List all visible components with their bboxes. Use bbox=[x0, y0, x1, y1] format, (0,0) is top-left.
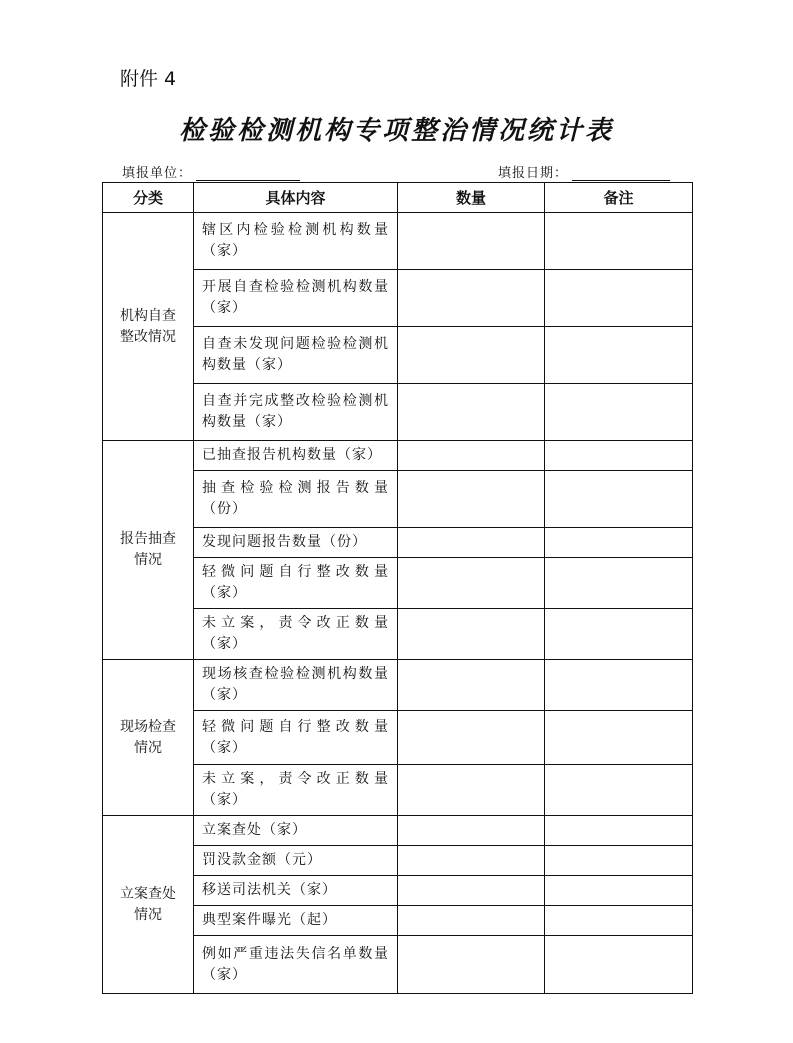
quantity-cell[interactable] bbox=[398, 609, 545, 660]
item-cell: 未立案，责令改正数量（家） bbox=[194, 609, 398, 660]
category-cell: 报告抽查情况 bbox=[103, 441, 194, 660]
remark-cell[interactable] bbox=[545, 816, 693, 846]
column-header: 备注 bbox=[545, 183, 693, 213]
quantity-cell[interactable] bbox=[398, 846, 545, 876]
remark-cell[interactable] bbox=[545, 384, 693, 441]
quantity-cell[interactable] bbox=[398, 327, 545, 384]
column-header: 具体内容 bbox=[194, 183, 398, 213]
quantity-cell[interactable] bbox=[398, 441, 545, 471]
remark-cell[interactable] bbox=[545, 471, 693, 528]
quantity-cell[interactable] bbox=[398, 936, 545, 994]
table-row bbox=[103, 660, 693, 711]
quantity-cell[interactable] bbox=[398, 558, 545, 609]
remark-cell[interactable] bbox=[545, 270, 693, 327]
quantity-cell[interactable] bbox=[398, 765, 545, 816]
item-cell: 发现问题报告数量（份） bbox=[194, 528, 398, 558]
remark-cell[interactable] bbox=[545, 876, 693, 906]
quantity-cell[interactable] bbox=[398, 876, 545, 906]
quantity-cell[interactable] bbox=[398, 213, 545, 270]
category-cell: 机构自查整改情况 bbox=[103, 213, 194, 441]
remark-cell[interactable] bbox=[545, 558, 693, 609]
item-cell: 抽查检验检测报告数量（份） bbox=[194, 471, 398, 528]
item-cell: 自查并完成整改检验检测机构数量（家） bbox=[194, 384, 398, 441]
item-cell: 辖区内检验检测机构数量（家） bbox=[194, 213, 398, 270]
remark-cell[interactable] bbox=[545, 327, 693, 384]
remark-cell[interactable] bbox=[545, 765, 693, 816]
quantity-cell[interactable] bbox=[398, 906, 545, 936]
category-cell: 立案查处情况 bbox=[103, 816, 194, 994]
column-header: 数量 bbox=[398, 183, 545, 213]
fill-unit bbox=[122, 162, 300, 181]
page-title: 检验检测机构专项整治情况统计表 bbox=[178, 116, 614, 146]
table-row bbox=[103, 441, 693, 471]
quantity-cell[interactable] bbox=[398, 816, 545, 846]
item-cell: 移送司法机关（家） bbox=[194, 876, 398, 906]
quantity-cell[interactable] bbox=[398, 711, 545, 765]
item-cell: 未立案，责令改正数量（家） bbox=[194, 765, 398, 816]
remark-cell[interactable] bbox=[545, 846, 693, 876]
remark-cell[interactable] bbox=[545, 213, 693, 270]
remark-cell[interactable] bbox=[545, 711, 693, 765]
item-cell: 自查未发现问题检验检测机构数量（家） bbox=[194, 327, 398, 384]
remark-cell[interactable] bbox=[545, 936, 693, 994]
category-cell: 现场检查情况 bbox=[103, 660, 194, 816]
statistics-table bbox=[102, 182, 693, 994]
remark-cell[interactable] bbox=[545, 441, 693, 471]
fill-date-blank[interactable] bbox=[572, 164, 670, 181]
remark-cell[interactable] bbox=[545, 906, 693, 936]
fill-unit-blank[interactable] bbox=[196, 164, 300, 181]
item-cell: 罚没款金额（元） bbox=[194, 846, 398, 876]
remark-cell[interactable] bbox=[545, 609, 693, 660]
table-row bbox=[103, 816, 693, 846]
attachment-label: 附件 4 bbox=[120, 68, 177, 90]
fill-date bbox=[498, 162, 670, 181]
table-row bbox=[103, 213, 693, 270]
item-cell: 典型案件曝光（起） bbox=[194, 906, 398, 936]
item-cell: 轻微问题自行整改数量（家） bbox=[194, 711, 398, 765]
remark-cell[interactable] bbox=[545, 660, 693, 711]
item-cell: 例如严重违法失信名单数量（家） bbox=[194, 936, 398, 994]
item-cell: 开展自查检验检测机构数量（家） bbox=[194, 270, 398, 327]
table-header-row bbox=[103, 183, 693, 213]
fill-date-label: 填报日期： bbox=[498, 166, 569, 181]
item-cell: 轻微问题自行整改数量（家） bbox=[194, 558, 398, 609]
quantity-cell[interactable] bbox=[398, 660, 545, 711]
quantity-cell[interactable] bbox=[398, 528, 545, 558]
item-cell: 立案查处（家） bbox=[194, 816, 398, 846]
column-header: 分类 bbox=[103, 183, 194, 213]
item-cell: 已抽查报告机构数量（家） bbox=[194, 441, 398, 471]
item-cell: 现场核查检验检测机构数量（家） bbox=[194, 660, 398, 711]
remark-cell[interactable] bbox=[545, 528, 693, 558]
fill-unit-label: 填报单位： bbox=[122, 166, 193, 181]
quantity-cell[interactable] bbox=[398, 384, 545, 441]
quantity-cell[interactable] bbox=[398, 471, 545, 528]
quantity-cell[interactable] bbox=[398, 270, 545, 327]
